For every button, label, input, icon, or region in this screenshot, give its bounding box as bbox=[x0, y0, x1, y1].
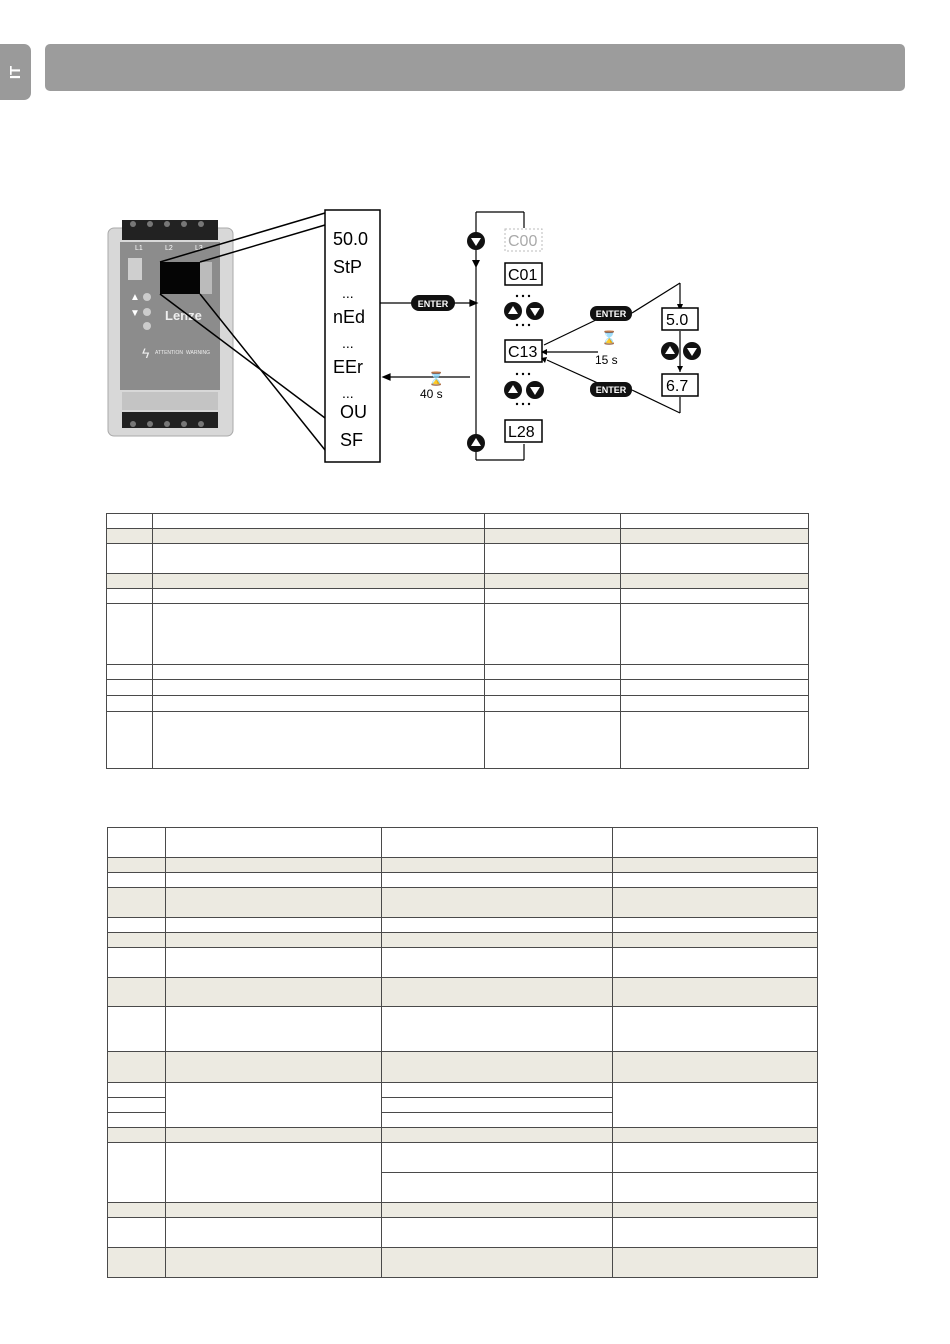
status-code: ... bbox=[342, 335, 354, 351]
table-row bbox=[108, 1052, 818, 1083]
table-row bbox=[108, 1203, 818, 1218]
table-row bbox=[108, 888, 818, 918]
param-code: C13 bbox=[508, 344, 538, 361]
lightning-icon: ϟ bbox=[142, 345, 150, 361]
svg-text:ENTER: ENTER bbox=[595, 309, 627, 319]
table-row bbox=[108, 1248, 818, 1278]
svg-text:ENTER: ENTER bbox=[417, 299, 449, 309]
table-row bbox=[107, 665, 809, 680]
param-value: 5.0 bbox=[666, 312, 689, 329]
terminal-label: L2 bbox=[165, 245, 173, 252]
enter-button[interactable] bbox=[590, 382, 632, 397]
terminal-label: L1 bbox=[135, 245, 143, 252]
status-code: 50.0 bbox=[333, 229, 369, 249]
status-code: EEr bbox=[333, 357, 364, 377]
enter-button[interactable] bbox=[590, 306, 632, 321]
status-code: ... bbox=[342, 285, 354, 301]
table-row bbox=[108, 858, 818, 873]
table-row bbox=[108, 1007, 818, 1052]
brand-logo: Lenze bbox=[165, 308, 202, 323]
attention-label: ATTENTION bbox=[155, 350, 183, 356]
down-arrow-icon: ▼ bbox=[130, 308, 140, 319]
table-row bbox=[107, 544, 809, 574]
table-row bbox=[107, 604, 809, 665]
status-code: nEd bbox=[333, 307, 366, 327]
table-row bbox=[107, 529, 809, 544]
status-code: ... bbox=[342, 385, 354, 401]
param-code: C00 bbox=[508, 233, 538, 250]
svg-text:ENTER: ENTER bbox=[595, 385, 627, 395]
timeout-label: 15 s bbox=[595, 353, 618, 367]
table-row bbox=[107, 712, 809, 769]
param-code: C01 bbox=[508, 267, 538, 284]
table-row bbox=[107, 589, 809, 604]
timeout-label: 40 s bbox=[420, 387, 443, 401]
status-code: StP bbox=[333, 257, 363, 277]
table-row bbox=[108, 828, 818, 858]
table-row bbox=[108, 1143, 818, 1173]
status-code: OU bbox=[340, 402, 367, 422]
table-row bbox=[108, 933, 818, 948]
table-row bbox=[108, 1083, 818, 1098]
table-row bbox=[108, 873, 818, 888]
hourglass-icon: ⌛ bbox=[601, 330, 618, 345]
enter-button[interactable] bbox=[411, 295, 455, 311]
warning-label: WARNING bbox=[186, 350, 210, 356]
status-code: SF bbox=[340, 430, 364, 450]
up-down-buttons[interactable] bbox=[504, 302, 544, 320]
table-row bbox=[108, 1128, 818, 1143]
table-row bbox=[107, 680, 809, 696]
hourglass-icon: ⌛ bbox=[428, 371, 445, 386]
drive-display bbox=[160, 262, 200, 294]
up-down-buttons[interactable] bbox=[661, 342, 701, 360]
table-row bbox=[107, 514, 809, 529]
param-value: 6.7 bbox=[666, 378, 689, 395]
table-row bbox=[108, 948, 818, 978]
keypad-diagram bbox=[0, 0, 950, 480]
table-row bbox=[108, 978, 818, 1007]
table-row bbox=[108, 918, 818, 933]
table-row bbox=[108, 1218, 818, 1248]
status-table bbox=[106, 513, 809, 769]
up-down-buttons[interactable] bbox=[504, 381, 544, 399]
parameter-table bbox=[107, 827, 818, 1278]
terminal-label: L3 bbox=[195, 245, 203, 252]
drive-photo bbox=[108, 220, 233, 436]
table-row bbox=[107, 696, 809, 712]
param-code: L28 bbox=[508, 424, 535, 441]
table-row bbox=[107, 574, 809, 589]
language-tab-label: IT bbox=[7, 65, 24, 80]
up-arrow-icon: ▲ bbox=[130, 292, 140, 303]
